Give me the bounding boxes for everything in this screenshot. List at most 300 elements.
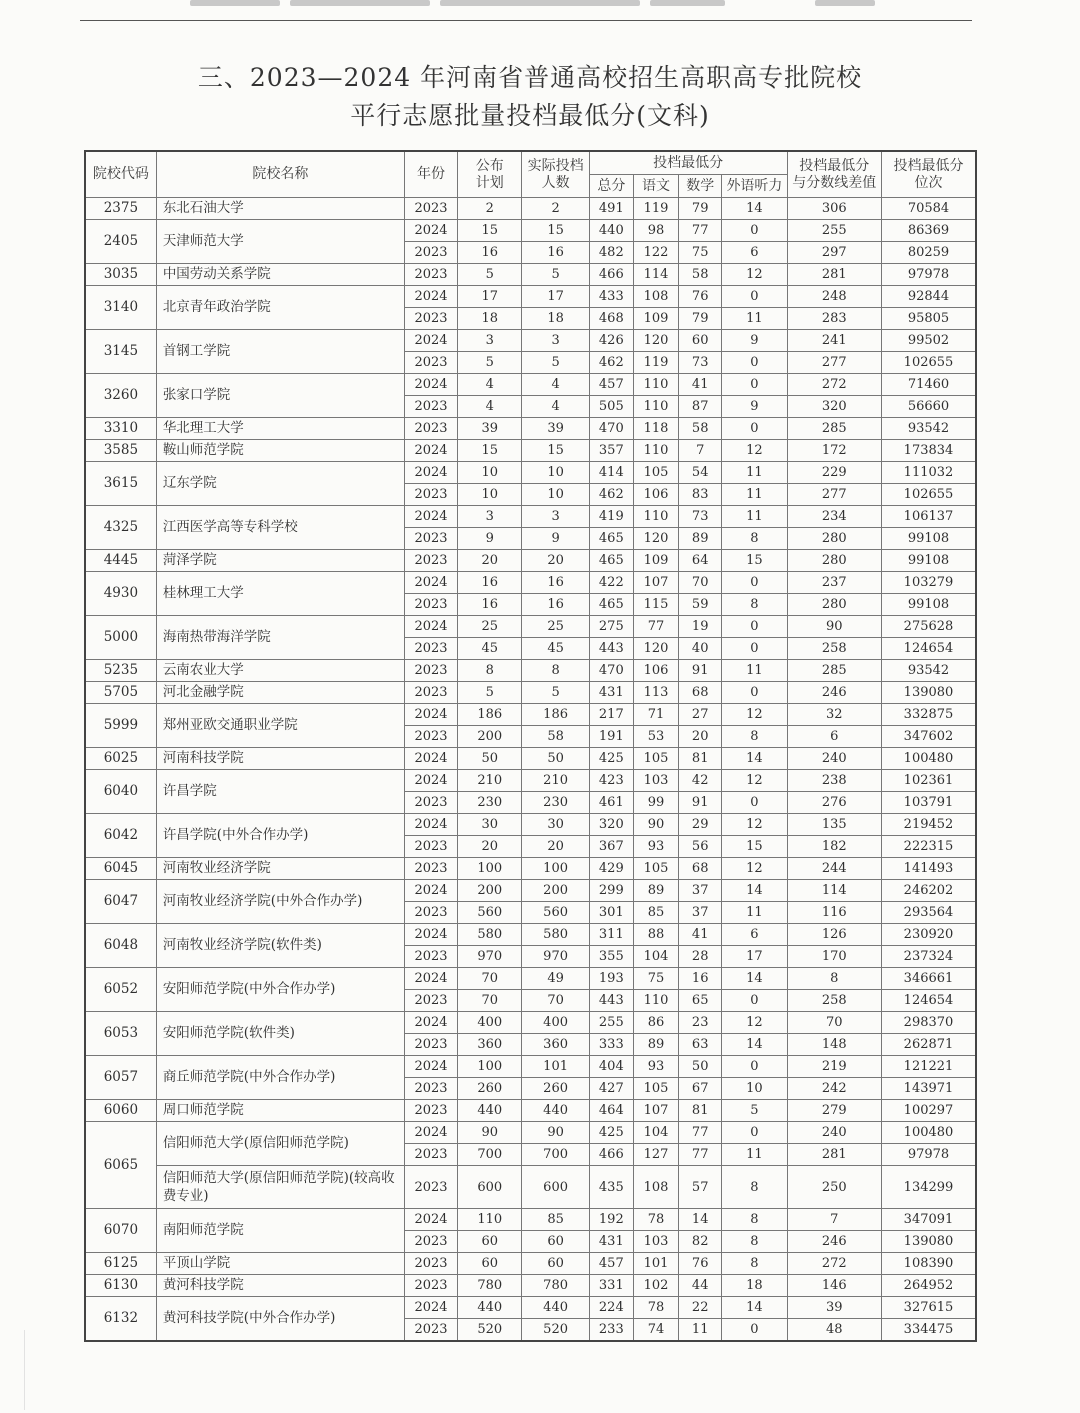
- cell-math: 77: [679, 1144, 722, 1166]
- cell-foreign: 11: [722, 484, 787, 506]
- cell-plan: 90: [458, 1122, 522, 1144]
- cell-chinese: 110: [633, 990, 678, 1012]
- cell-rank: 108390: [882, 1253, 977, 1275]
- cell-math: 81: [679, 748, 722, 770]
- cell-chinese: 89: [633, 880, 678, 902]
- cell-rank: 100480: [882, 748, 977, 770]
- cell-chinese: 104: [633, 946, 678, 968]
- school-code: 5705: [85, 682, 156, 704]
- cell-diff: 258: [787, 638, 881, 660]
- cell-total: 443: [589, 638, 633, 660]
- cell-plan: 70: [458, 990, 522, 1012]
- cell-plan: 200: [458, 726, 522, 748]
- school-name: 鞍山师范学院: [156, 440, 404, 462]
- cell-foreign: 0: [722, 638, 787, 660]
- cell-foreign: 14: [722, 198, 787, 220]
- cell-rank: 86369: [882, 220, 977, 242]
- cell-plan: 2: [458, 198, 522, 220]
- cell-math: 29: [679, 814, 722, 836]
- school-name: 北京青年政治学院: [156, 286, 404, 330]
- cell-math: 56: [679, 836, 722, 858]
- table-row: [85, 264, 976, 286]
- cell-actual: 16: [522, 242, 589, 264]
- cell-actual: 210: [522, 770, 589, 792]
- school-code: 4445: [85, 550, 156, 572]
- cell-year: 2023: [404, 660, 457, 682]
- cell-total: 462: [589, 352, 633, 374]
- cell-math: 68: [679, 858, 722, 880]
- cell-plan: 15: [458, 440, 522, 462]
- table-row: [85, 1100, 976, 1122]
- cell-foreign: 12: [722, 858, 787, 880]
- cell-actual: 60: [522, 1231, 589, 1253]
- cell-diff: 281: [787, 264, 881, 286]
- school-name: 张家口学院: [156, 374, 404, 418]
- header-total: 总分: [589, 175, 633, 198]
- cell-actual: 60: [522, 1253, 589, 1275]
- cell-total: 355: [589, 946, 633, 968]
- cell-math: 77: [679, 1122, 722, 1144]
- cell-chinese: 93: [633, 836, 678, 858]
- cell-actual: 39: [522, 418, 589, 440]
- cell-actual: 5: [522, 682, 589, 704]
- page-title-line2: 平行志愿批量投档最低分(文科): [350, 101, 710, 130]
- cell-foreign: 12: [722, 1012, 787, 1034]
- school-name: 信阳师范大学(原信阳师范学院): [156, 1122, 404, 1166]
- cell-year: 2024: [404, 924, 457, 946]
- cell-actual: 9: [522, 528, 589, 550]
- cell-plan: 9: [458, 528, 522, 550]
- cell-math: 60: [679, 330, 722, 352]
- cell-diff: 320: [787, 396, 881, 418]
- cell-total: 465: [589, 594, 633, 616]
- cell-math: 58: [679, 418, 722, 440]
- cell-chinese: 108: [633, 286, 678, 308]
- table-row: [85, 1253, 976, 1275]
- cell-diff: 255: [787, 220, 881, 242]
- cell-chinese: 106: [633, 660, 678, 682]
- cell-foreign: 8: [722, 594, 787, 616]
- table-row: [85, 1166, 976, 1209]
- cell-actual: 4: [522, 374, 589, 396]
- cell-year: 2023: [404, 1231, 457, 1253]
- cell-actual: 20: [522, 550, 589, 572]
- cell-plan: 3: [458, 330, 522, 352]
- table-row: [85, 880, 976, 902]
- cell-foreign: 11: [722, 308, 787, 330]
- table-row: [85, 1122, 976, 1144]
- cell-plan: 4: [458, 396, 522, 418]
- cell-year: 2023: [404, 308, 457, 330]
- cell-year: 2023: [404, 242, 457, 264]
- school-name: 平顶山学院: [156, 1253, 404, 1275]
- cell-year: 2023: [404, 594, 457, 616]
- cell-year: 2024: [404, 1297, 457, 1319]
- cell-rank: 103791: [882, 792, 977, 814]
- cell-year: 2024: [404, 1122, 457, 1144]
- cell-year: 2023: [404, 1319, 457, 1342]
- cell-chinese: 78: [633, 1209, 678, 1231]
- school-code: 3585: [85, 440, 156, 462]
- cell-total: 431: [589, 682, 633, 704]
- cell-rank: 111032: [882, 462, 977, 484]
- cell-rank: 222315: [882, 836, 977, 858]
- cell-year: 2024: [404, 506, 457, 528]
- cell-foreign: 0: [722, 990, 787, 1012]
- cell-diff: 114: [787, 880, 881, 902]
- cell-math: 67: [679, 1078, 722, 1100]
- cell-total: 367: [589, 836, 633, 858]
- cell-foreign: 12: [722, 704, 787, 726]
- cell-total: 433: [589, 286, 633, 308]
- table-row: [85, 858, 976, 880]
- cell-year: 2024: [404, 1209, 457, 1231]
- cell-total: 466: [589, 264, 633, 286]
- cell-foreign: 14: [722, 880, 787, 902]
- cell-year: 2023: [404, 1253, 457, 1275]
- cell-chinese: 86: [633, 1012, 678, 1034]
- cell-math: 76: [679, 286, 722, 308]
- cell-year: 2024: [404, 1056, 457, 1078]
- table-row: [85, 1209, 976, 1231]
- cell-foreign: 8: [722, 1209, 787, 1231]
- cell-foreign: 12: [722, 264, 787, 286]
- cell-actual: 186: [522, 704, 589, 726]
- cell-diff: 272: [787, 374, 881, 396]
- cell-math: 76: [679, 1253, 722, 1275]
- page-header-rule: [80, 0, 972, 21]
- cell-diff: 297: [787, 242, 881, 264]
- cell-plan: 360: [458, 1034, 522, 1056]
- cell-math: 50: [679, 1056, 722, 1078]
- cell-total: 224: [589, 1297, 633, 1319]
- cell-rank: 327615: [882, 1297, 977, 1319]
- cell-actual: 101: [522, 1056, 589, 1078]
- cell-rank: 143971: [882, 1078, 977, 1100]
- cell-chinese: 110: [633, 374, 678, 396]
- cell-chinese: 101: [633, 1253, 678, 1275]
- cell-actual: 580: [522, 924, 589, 946]
- cell-chinese: 99: [633, 792, 678, 814]
- cell-actual: 15: [522, 220, 589, 242]
- cell-chinese: 53: [633, 726, 678, 748]
- cell-foreign: 11: [722, 462, 787, 484]
- cell-rank: 275628: [882, 616, 977, 638]
- cell-foreign: 5: [722, 1100, 787, 1122]
- cell-year: 2023: [404, 682, 457, 704]
- page-title-line1: 三、2023—2024 年河南省普通高校招生高职高专批院校: [197, 63, 863, 92]
- school-name: 许昌学院: [156, 770, 404, 814]
- cell-diff: 283: [787, 308, 881, 330]
- cell-math: 63: [679, 1034, 722, 1056]
- cell-rank: 99502: [882, 330, 977, 352]
- cell-diff: 285: [787, 660, 881, 682]
- cell-year: 2023: [404, 1166, 457, 1209]
- school-name: 南阳师范学院: [156, 1209, 404, 1253]
- cell-year: 2023: [404, 264, 457, 286]
- table-row: [85, 220, 976, 242]
- school-code: 6025: [85, 748, 156, 770]
- school-code: 2375: [85, 198, 156, 220]
- cell-chinese: 119: [633, 352, 678, 374]
- cell-foreign: 0: [722, 792, 787, 814]
- cell-rank: 99108: [882, 528, 977, 550]
- cell-rank: 80259: [882, 242, 977, 264]
- scan-margin-line: [24, 1330, 25, 1410]
- cell-chinese: 105: [633, 462, 678, 484]
- cell-chinese: 114: [633, 264, 678, 286]
- cell-year: 2023: [404, 1275, 457, 1297]
- table-row: [85, 748, 976, 770]
- cell-math: 81: [679, 1100, 722, 1122]
- cell-diff: 276: [787, 792, 881, 814]
- school-code: 5999: [85, 704, 156, 748]
- cell-math: 59: [679, 594, 722, 616]
- cell-year: 2024: [404, 616, 457, 638]
- cell-rank: 102655: [882, 352, 977, 374]
- cell-year: 2024: [404, 968, 457, 990]
- cell-year: 2024: [404, 704, 457, 726]
- cell-rank: 346661: [882, 968, 977, 990]
- cell-actual: 50: [522, 748, 589, 770]
- cell-plan: 60: [458, 1253, 522, 1275]
- school-name: 东北石油大学: [156, 198, 404, 220]
- school-code: 3145: [85, 330, 156, 374]
- cell-plan: 16: [458, 242, 522, 264]
- cell-diff: 48: [787, 1319, 881, 1342]
- cell-total: 461: [589, 792, 633, 814]
- header-math: 数学: [679, 175, 722, 198]
- cell-actual: 16: [522, 594, 589, 616]
- cell-diff: 279: [787, 1100, 881, 1122]
- table-row: [85, 682, 976, 704]
- cell-foreign: 0: [722, 220, 787, 242]
- cell-foreign: 0: [722, 418, 787, 440]
- cell-foreign: 8: [722, 1231, 787, 1253]
- cell-math: 7: [679, 440, 722, 462]
- cell-chinese: 98: [633, 220, 678, 242]
- cell-plan: 210: [458, 770, 522, 792]
- cell-diff: 280: [787, 550, 881, 572]
- table-row: [85, 968, 976, 990]
- cell-chinese: 109: [633, 550, 678, 572]
- cell-plan: 18: [458, 308, 522, 330]
- cell-chinese: 122: [633, 242, 678, 264]
- school-name: 菏泽学院: [156, 550, 404, 572]
- school-name: 黄河科技学院: [156, 1275, 404, 1297]
- cell-math: 58: [679, 264, 722, 286]
- cell-total: 470: [589, 660, 633, 682]
- cell-diff: 285: [787, 418, 881, 440]
- cell-foreign: 8: [722, 1253, 787, 1275]
- cell-math: 91: [679, 660, 722, 682]
- cell-rank: 141493: [882, 858, 977, 880]
- cell-total: 465: [589, 528, 633, 550]
- cell-actual: 5: [522, 264, 589, 286]
- cell-plan: 45: [458, 638, 522, 660]
- cell-total: 464: [589, 1100, 633, 1122]
- cell-foreign: 6: [722, 924, 787, 946]
- cell-math: 44: [679, 1275, 722, 1297]
- header-actual: 实际投档 人数: [522, 151, 589, 198]
- cell-diff: 272: [787, 1253, 881, 1275]
- cell-actual: 18: [522, 308, 589, 330]
- cell-chinese: 105: [633, 748, 678, 770]
- cell-diff: 135: [787, 814, 881, 836]
- cell-math: 65: [679, 990, 722, 1012]
- cell-total: 443: [589, 990, 633, 1012]
- cell-plan: 20: [458, 550, 522, 572]
- table-row: [85, 660, 976, 682]
- table-row: [85, 924, 976, 946]
- cell-year: 2023: [404, 902, 457, 924]
- cell-actual: 970: [522, 946, 589, 968]
- cell-rank: 124654: [882, 638, 977, 660]
- cell-plan: 5: [458, 352, 522, 374]
- cell-diff: 240: [787, 1122, 881, 1144]
- cell-year: 2024: [404, 286, 457, 308]
- cell-total: 462: [589, 484, 633, 506]
- cell-year: 2023: [404, 1034, 457, 1056]
- cell-math: 82: [679, 1231, 722, 1253]
- school-name: 云南农业大学: [156, 660, 404, 682]
- table-row: [85, 286, 976, 308]
- school-name: 周口师范学院: [156, 1100, 404, 1122]
- cell-actual: 360: [522, 1034, 589, 1056]
- cell-foreign: 0: [722, 374, 787, 396]
- cell-diff: 219: [787, 1056, 881, 1078]
- cell-rank: 106137: [882, 506, 977, 528]
- cell-math: 41: [679, 924, 722, 946]
- cell-math: 54: [679, 462, 722, 484]
- cell-math: 73: [679, 506, 722, 528]
- cell-foreign: 18: [722, 1275, 787, 1297]
- cell-actual: 45: [522, 638, 589, 660]
- cell-total: 217: [589, 704, 633, 726]
- cell-chinese: 105: [633, 858, 678, 880]
- school-code: 6125: [85, 1253, 156, 1275]
- cell-rank: 219452: [882, 814, 977, 836]
- cell-chinese: 93: [633, 1056, 678, 1078]
- cell-chinese: 107: [633, 572, 678, 594]
- cell-actual: 10: [522, 462, 589, 484]
- cell-year: 2023: [404, 638, 457, 660]
- cell-diff: 250: [787, 1166, 881, 1209]
- cell-plan: 10: [458, 484, 522, 506]
- cell-diff: 280: [787, 594, 881, 616]
- cell-year: 2023: [404, 550, 457, 572]
- cell-total: 429: [589, 858, 633, 880]
- cell-diff: 229: [787, 462, 881, 484]
- cell-math: 89: [679, 528, 722, 550]
- cell-plan: 70: [458, 968, 522, 990]
- cell-math: 83: [679, 484, 722, 506]
- school-code: 6045: [85, 858, 156, 880]
- cell-rank: 93542: [882, 418, 977, 440]
- cell-total: 468: [589, 308, 633, 330]
- cell-plan: 110: [458, 1209, 522, 1231]
- cell-year: 2023: [404, 198, 457, 220]
- cell-chinese: 108: [633, 1166, 678, 1209]
- cell-total: 440: [589, 220, 633, 242]
- cell-total: 431: [589, 1231, 633, 1253]
- cell-diff: 277: [787, 484, 881, 506]
- cell-math: 79: [679, 308, 722, 330]
- table-row: [85, 1275, 976, 1297]
- cell-chinese: 113: [633, 682, 678, 704]
- cell-rank: 92844: [882, 286, 977, 308]
- cell-actual: 70: [522, 990, 589, 1012]
- cell-total: 422: [589, 572, 633, 594]
- cell-plan: 600: [458, 1166, 522, 1209]
- school-code: 4930: [85, 572, 156, 616]
- cell-foreign: 6: [722, 242, 787, 264]
- school-code: 6057: [85, 1056, 156, 1100]
- cell-actual: 230: [522, 792, 589, 814]
- cell-plan: 16: [458, 572, 522, 594]
- cell-plan: 400: [458, 1012, 522, 1034]
- cell-total: 426: [589, 330, 633, 352]
- cell-foreign: 0: [722, 682, 787, 704]
- cell-diff: 182: [787, 836, 881, 858]
- cell-foreign: 0: [722, 1122, 787, 1144]
- cell-year: 2024: [404, 440, 457, 462]
- cell-chinese: 89: [633, 1034, 678, 1056]
- header-min-score-group: 投档最低分: [589, 151, 787, 175]
- cell-rank: 102655: [882, 484, 977, 506]
- school-code: 6053: [85, 1012, 156, 1056]
- cell-diff: 242: [787, 1078, 881, 1100]
- cell-foreign: 8: [722, 1166, 787, 1209]
- school-name: 安阳师范学院(中外合作办学): [156, 968, 404, 1012]
- cell-math: 19: [679, 616, 722, 638]
- cell-rank: 93542: [882, 660, 977, 682]
- cell-math: 42: [679, 770, 722, 792]
- school-name: 商丘师范学院(中外合作办学): [156, 1056, 404, 1100]
- cell-year: 2024: [404, 462, 457, 484]
- cell-total: 414: [589, 462, 633, 484]
- table-row: [85, 1012, 976, 1034]
- school-code: 6040: [85, 770, 156, 814]
- cell-math: 37: [679, 902, 722, 924]
- table-body: [85, 198, 976, 1342]
- cell-plan: 780: [458, 1275, 522, 1297]
- cell-foreign: 15: [722, 836, 787, 858]
- cell-chinese: 110: [633, 396, 678, 418]
- cell-math: 79: [679, 198, 722, 220]
- cell-foreign: 0: [722, 1319, 787, 1342]
- cell-year: 2023: [404, 1144, 457, 1166]
- cell-math: 87: [679, 396, 722, 418]
- cell-chinese: 110: [633, 506, 678, 528]
- school-name: 天津师范大学: [156, 220, 404, 264]
- cell-rank: 293564: [882, 902, 977, 924]
- cell-actual: 25: [522, 616, 589, 638]
- school-code: 6132: [85, 1297, 156, 1342]
- cell-plan: 16: [458, 594, 522, 616]
- cell-chinese: 127: [633, 1144, 678, 1166]
- cell-math: 91: [679, 792, 722, 814]
- cell-chinese: 103: [633, 770, 678, 792]
- cell-total: 255: [589, 1012, 633, 1034]
- table-row: [85, 198, 976, 220]
- cell-year: 2023: [404, 418, 457, 440]
- school-name: 河南牧业经济学院(软件类): [156, 924, 404, 968]
- cell-plan: 200: [458, 880, 522, 902]
- cell-total: 491: [589, 198, 633, 220]
- table-row: [85, 770, 976, 792]
- school-code: 3615: [85, 462, 156, 506]
